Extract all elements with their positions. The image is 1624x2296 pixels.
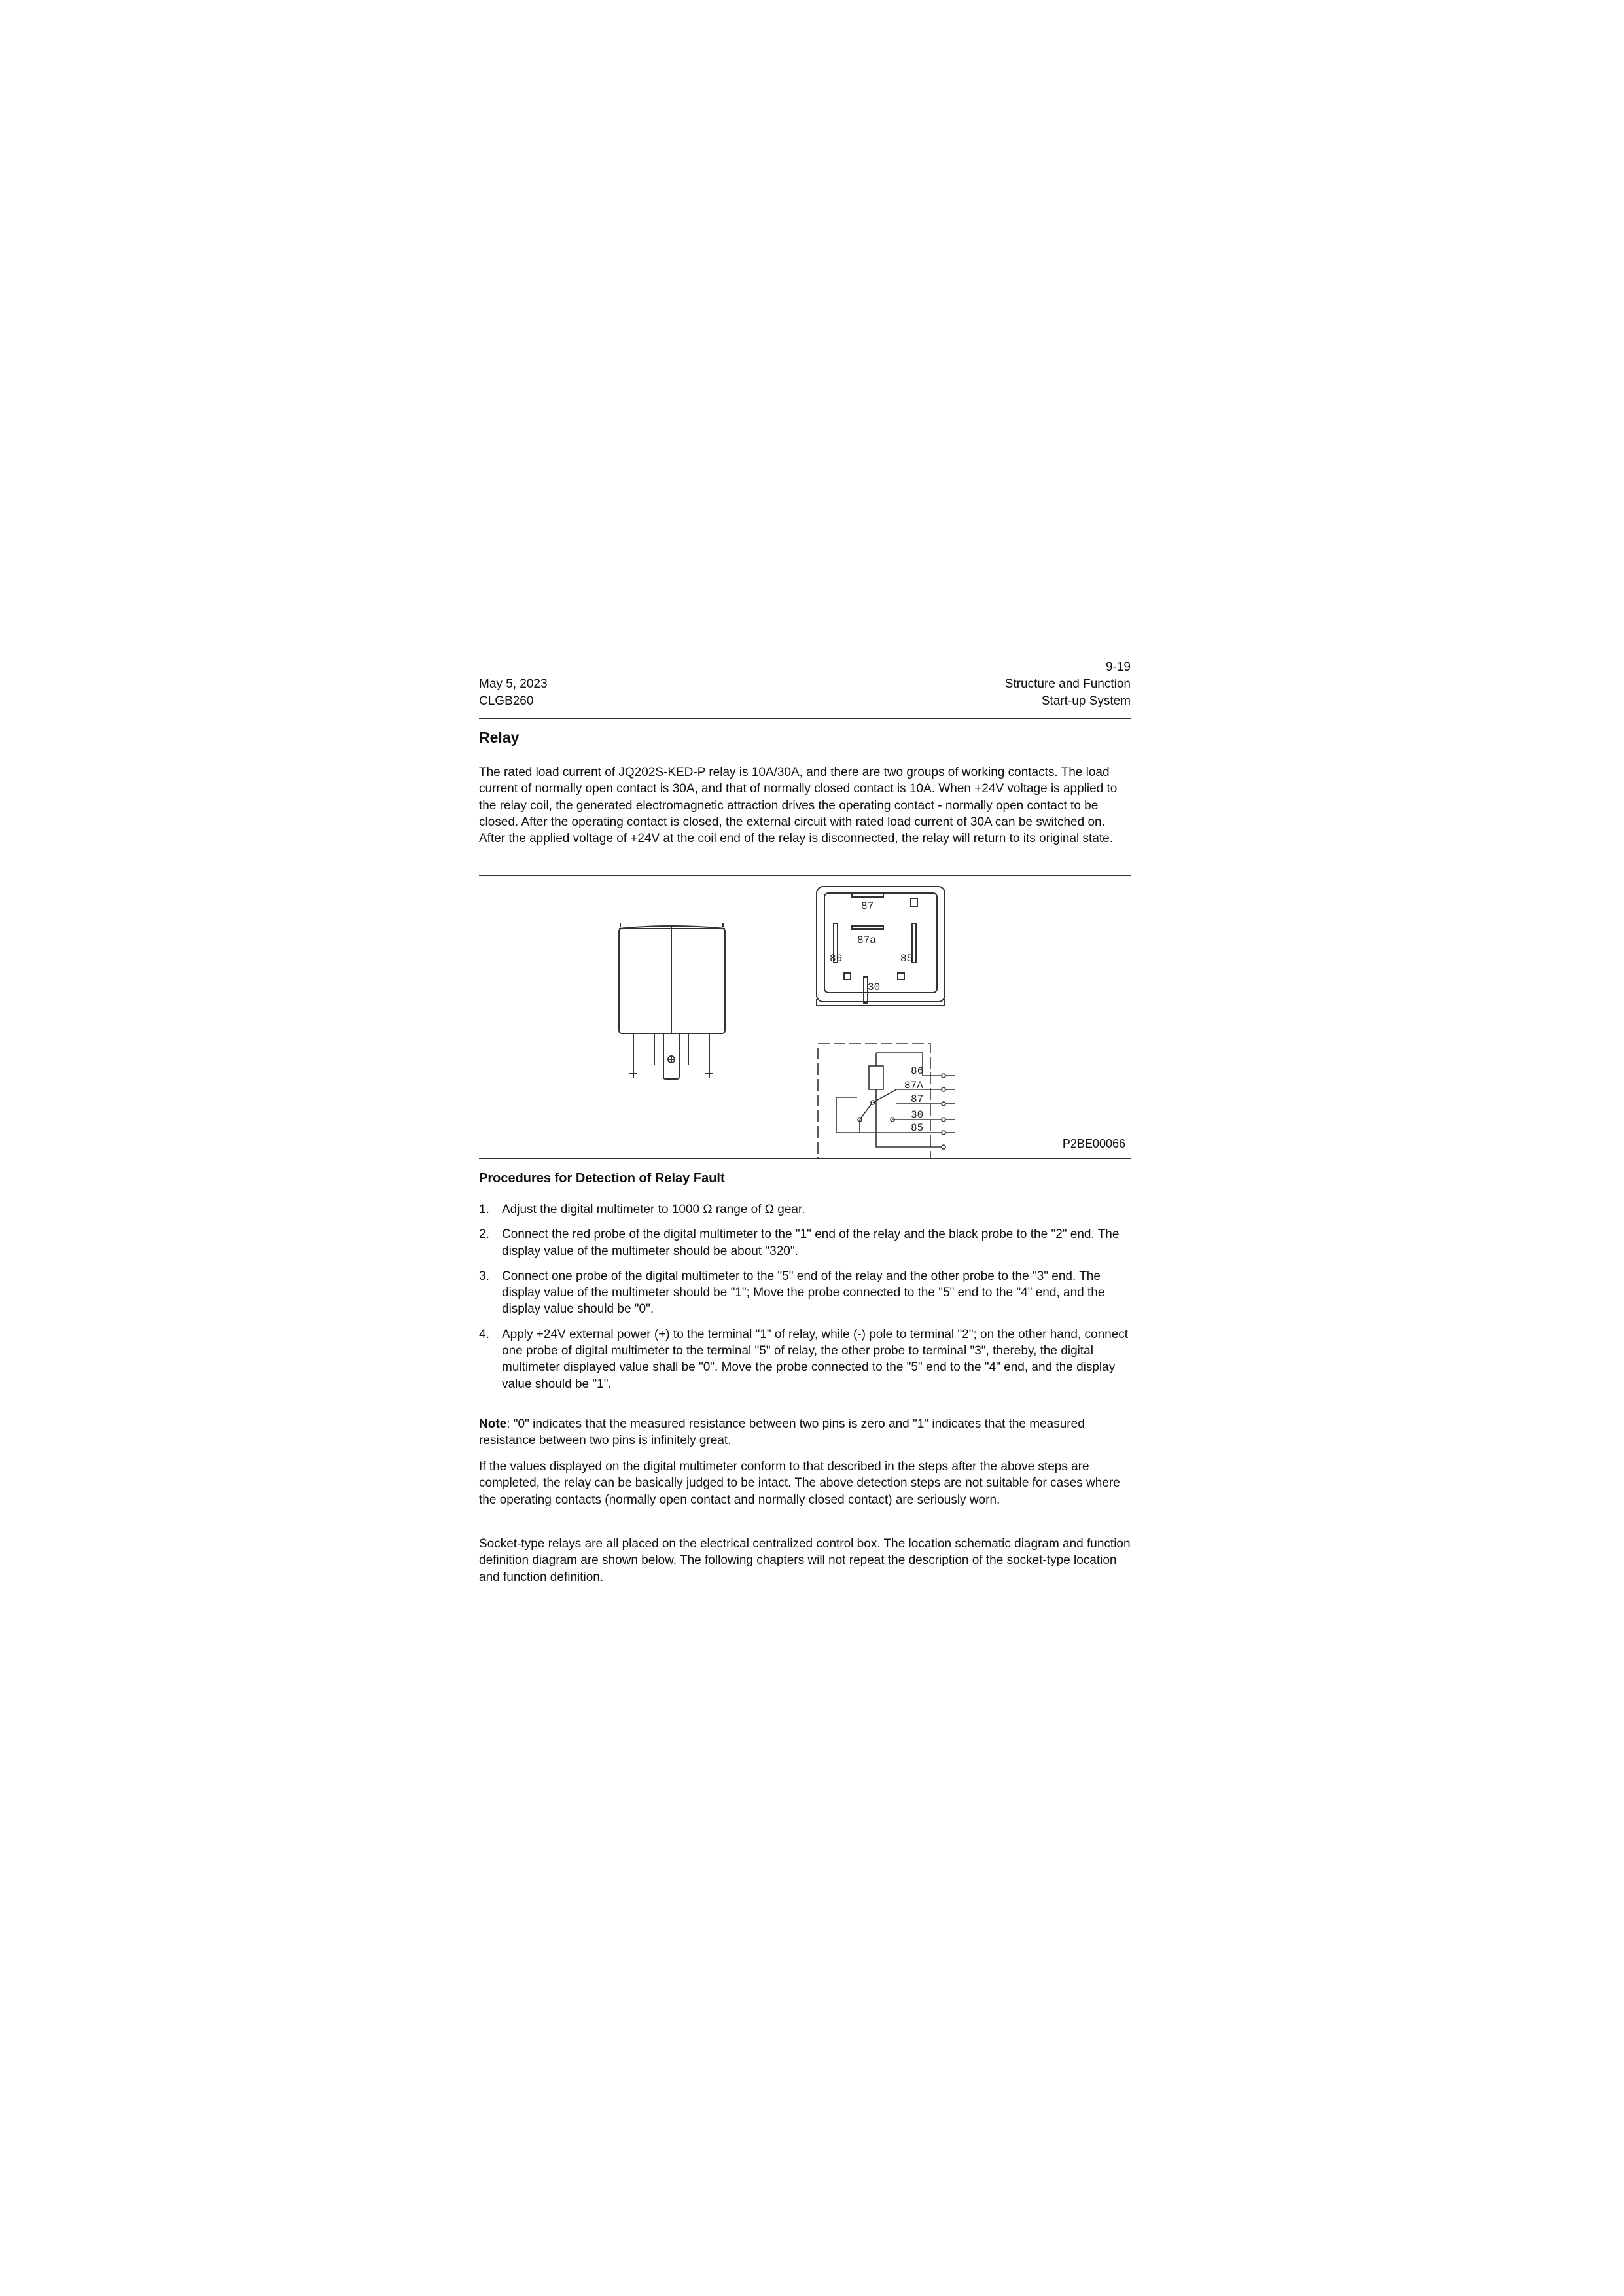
- note-label: Note: [479, 1417, 507, 1431]
- pin-label-87a: 87a: [857, 934, 876, 946]
- conform-paragraph: If the values displayed on the digital multimeter conform to that described in the steps after the above steps are completed, the relay can be basically judged to be intact. The above detection steps are not suitable for cases where the operating contacts (normally open contact and normally closed contact) are seriously worn.: [479, 1460, 1120, 1507]
- pin-label-86: 86: [830, 953, 843, 964]
- relay-figure: [609, 881, 1132, 1163]
- section-title: Structure and Function: [1004, 677, 1131, 691]
- socket-paragraph: Socket-type relays are all placed on the electrical centralized control box. The location schematic diagram and function definition diagram are shown below. The following chapters will not repeat the description of the socket-type location and function definition.: [479, 1537, 1131, 1584]
- relay-pin-view: [817, 887, 945, 1006]
- pin-label-87: 87: [861, 900, 874, 912]
- step-number: 1.: [479, 1203, 489, 1216]
- schematic-label-87a: 87A: [904, 1080, 923, 1091]
- relay-side-view: [619, 923, 725, 1079]
- step-text: Connect one probe of the digital multimeter to the "5" end of the relay and the other probe to the "3" end. The display value of the multimeter should be "1"; Move the probe connected to the "5" end to the "4" end, and the display value should be "0".: [502, 1269, 1105, 1316]
- header-rule: [479, 718, 1131, 719]
- schematic-label-85: 85: [911, 1122, 924, 1134]
- header-left: [479, 676, 548, 710]
- relay-schematic: [818, 1044, 955, 1159]
- schematic-label-86: 86: [911, 1065, 924, 1077]
- pin-label-30: 30: [868, 981, 881, 993]
- page-number: 9-19: [1105, 660, 1131, 674]
- procedure-step: [479, 1326, 1131, 1392]
- document-date: May 5, 2023: [479, 677, 548, 691]
- step-text: Connect the red probe of the digital multimeter to the "1" end of the relay and the black probe to the "2" end. The display value of the multimeter should be about "320".: [502, 1227, 1120, 1258]
- procedure-steps: [479, 1201, 1131, 1401]
- figure-bottom-rule: [479, 1158, 1131, 1159]
- intro-paragraph: The rated load current of JQ202S-KED-P relay is 10A/30A, and there are two groups of working contacts. The load current of normally open contact is 30A, and that of normally closed contact is 10A. When +24V voltage is applied to the relay coil, the generated electromagnetic attraction drives the operating contact - normally open contact to be closed. After the operating contact is closed, the external circuit with rated load current of 30A can be switched on. After the applied voltage of +24V at the coil end of the relay is disconnected, the relay will return to its original state.: [479, 766, 1118, 846]
- note-paragraph: [479, 1416, 1131, 1449]
- schematic-label-87: 87: [911, 1093, 924, 1105]
- step-number: 4.: [479, 1327, 489, 1341]
- page-title: Relay: [479, 729, 520, 746]
- note-text: : "0" indicates that the measured resistance between two pins is zero and "1" indicates that the measured resistance between two pins is infinitely great.: [479, 1417, 1085, 1448]
- header-right: [916, 659, 1131, 710]
- pin-label-85: 85: [900, 953, 913, 964]
- subsection-title: Start-up System: [1041, 694, 1131, 708]
- step-number: 3.: [479, 1269, 489, 1283]
- procedure-step: [479, 1226, 1131, 1260]
- figure-code: P2BE00066: [1062, 1137, 1125, 1150]
- step-number: 2.: [479, 1227, 489, 1242]
- step-text: Adjust the digital multimeter to 1000 Ω range of Ω gear.: [502, 1203, 805, 1216]
- procedure-step: [479, 1201, 1131, 1218]
- machine-model: CLGB260: [479, 694, 534, 708]
- procedures-heading: Procedures for Detection of Relay Fault: [479, 1171, 725, 1186]
- figure-top-rule: [479, 875, 1131, 876]
- step-text: Apply +24V external power (+) to the terminal "1" of relay, while (-) pole to terminal "2"; on the other hand, connect one probe of digital multimeter to the terminal "5" of relay, the other probe to terminal "3", thereby, the digital multimeter displayed value shall be "0". Move the probe connected to the "5" end to the "4" end, and the display value should be "1".: [502, 1327, 1129, 1391]
- schematic-label-30: 30: [911, 1109, 924, 1121]
- procedure-step: [479, 1268, 1131, 1318]
